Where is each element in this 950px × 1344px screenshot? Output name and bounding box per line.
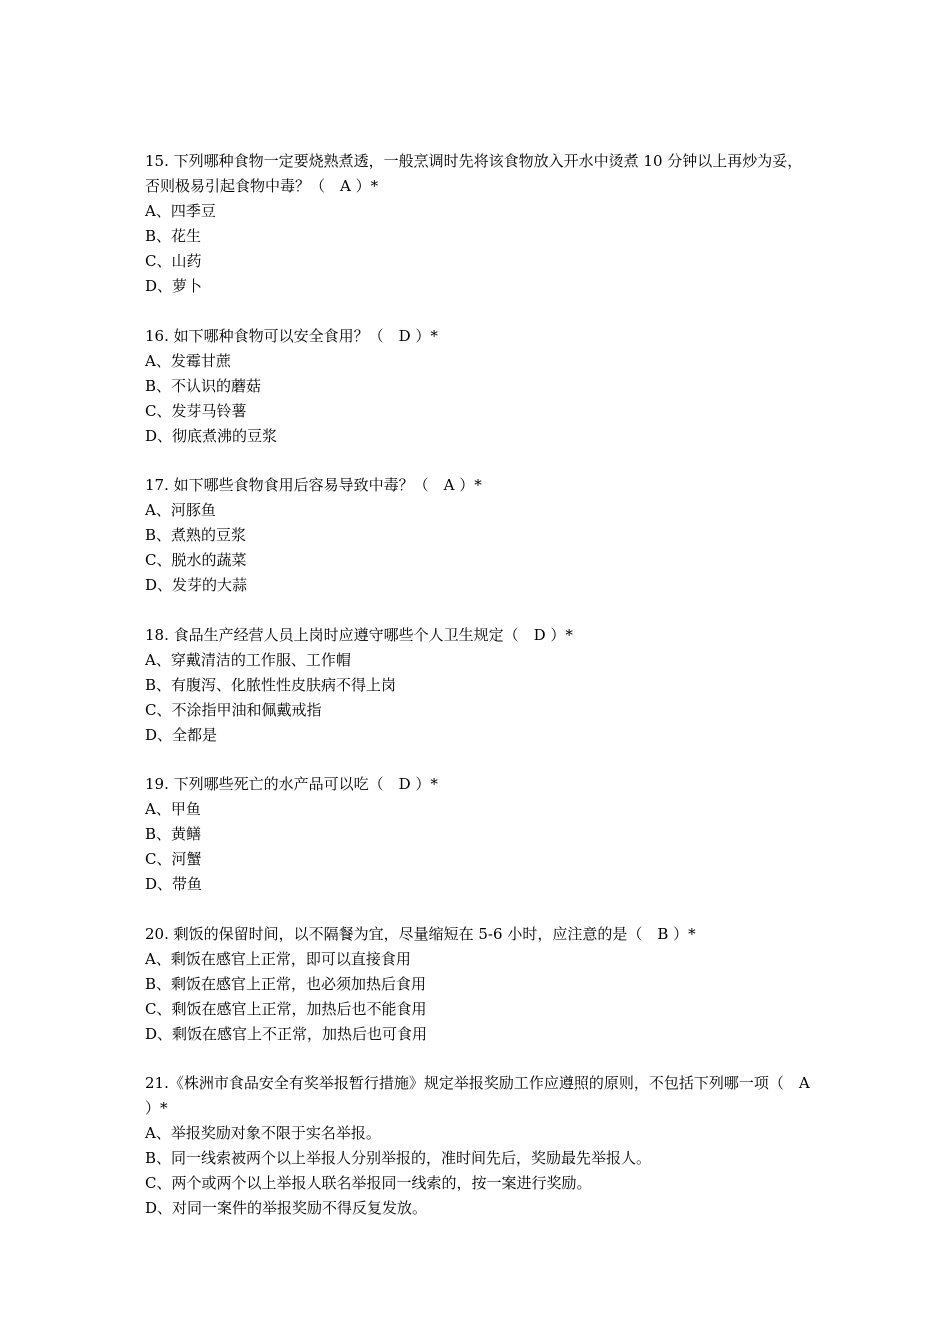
option-d: D、萝卜 (145, 277, 203, 295)
question-16 (145, 324, 810, 449)
option-a: A、四季豆 (145, 202, 216, 220)
option-c: C、河蟹 (145, 850, 202, 868)
question-19 (145, 772, 810, 897)
option-d: D、剩饭在感官上不正常，加热后也可食用 (145, 1024, 428, 1043)
question-21 (145, 1071, 810, 1221)
option-d: D、彻底煮沸的豆浆 (145, 426, 278, 445)
option-b: B、有腹泻、化脓性性皮肤病不得上岗 (145, 675, 397, 694)
question-18 (145, 623, 810, 748)
option-b: B、黄鳝 (145, 825, 202, 843)
option-b: B、煮熟的豆浆 (145, 526, 247, 544)
option-a: A、发霉甘蔗 (145, 351, 231, 370)
option-a: A、穿戴清洁的工作服、工作帽 (145, 650, 351, 669)
question-stem: 20. 剩饭的保留时间，以不隔餐为宜，尽量缩短在 5-6 小时，应注意的是（ B ）* (145, 924, 696, 943)
option-c: C、发芽马铃薯 (145, 401, 247, 420)
option-d: D、全都是 (145, 725, 218, 744)
option-b: B、剩饭在感官上正常，也必须加热后食用 (145, 974, 427, 993)
question-stem: 18. 食品生产经营人员上岗时应遵守哪些个人卫生规定（ D ）* (145, 625, 573, 644)
question-list (145, 149, 810, 1246)
question-17 (145, 473, 810, 598)
question-15 (145, 149, 810, 299)
question-stem: 15. 下列哪种食物一定要烧熟煮透，一般烹调时先将该食物放入开水中烫煮 10 分钟以上再炒为妥，否则极易引起食物中毒？（ A ）* (145, 152, 803, 195)
option-d: D、对同一案件的举报奖励不得反复发放。 (145, 1199, 428, 1217)
option-c: C、剩饭在感官上正常，加热后也不能食用 (145, 999, 427, 1018)
option-a: A、河豚鱼 (145, 501, 216, 519)
option-b: B、花生 (145, 227, 202, 245)
option-b: B、同一线索被两个以上举报人分别举报的，准时间先后，奖励最先举报人。 (145, 1149, 652, 1167)
question-stem: 17. 如下哪些食物食用后容易导致中毒？（ A ）* (145, 476, 482, 494)
option-c: C、脱水的蔬菜 (145, 551, 247, 569)
option-d: D、带鱼 (145, 875, 203, 893)
option-a: A、剩饭在感官上正常，即可以直接食用 (145, 949, 411, 968)
question-stem: 19. 下列哪些死亡的水产品可以吃（ D ）* (145, 775, 438, 793)
option-c: C、山药 (145, 252, 202, 270)
question-20 (145, 922, 810, 1047)
option-c: C、两个或两个以上举报人联名举报同一线索的，按一案进行奖励。 (145, 1174, 592, 1192)
option-c: C、不涂指甲油和佩戴戒指 (145, 700, 322, 719)
question-stem: 21.《株洲市食品安全有奖举报暂行措施》规定举报奖励工作应遵照的原则，不包括下列哪一项（ A ）* (145, 1074, 810, 1117)
option-b: B、不认识的蘑菇 (145, 376, 262, 395)
option-d: D、发芽的大蒜 (145, 576, 248, 594)
option-a: A、甲鱼 (145, 800, 201, 818)
question-stem: 16. 如下哪种食物可以安全食用？（ D ）* (145, 326, 438, 345)
option-a: A、举报奖励对象不限于实名举报。 (145, 1124, 381, 1142)
